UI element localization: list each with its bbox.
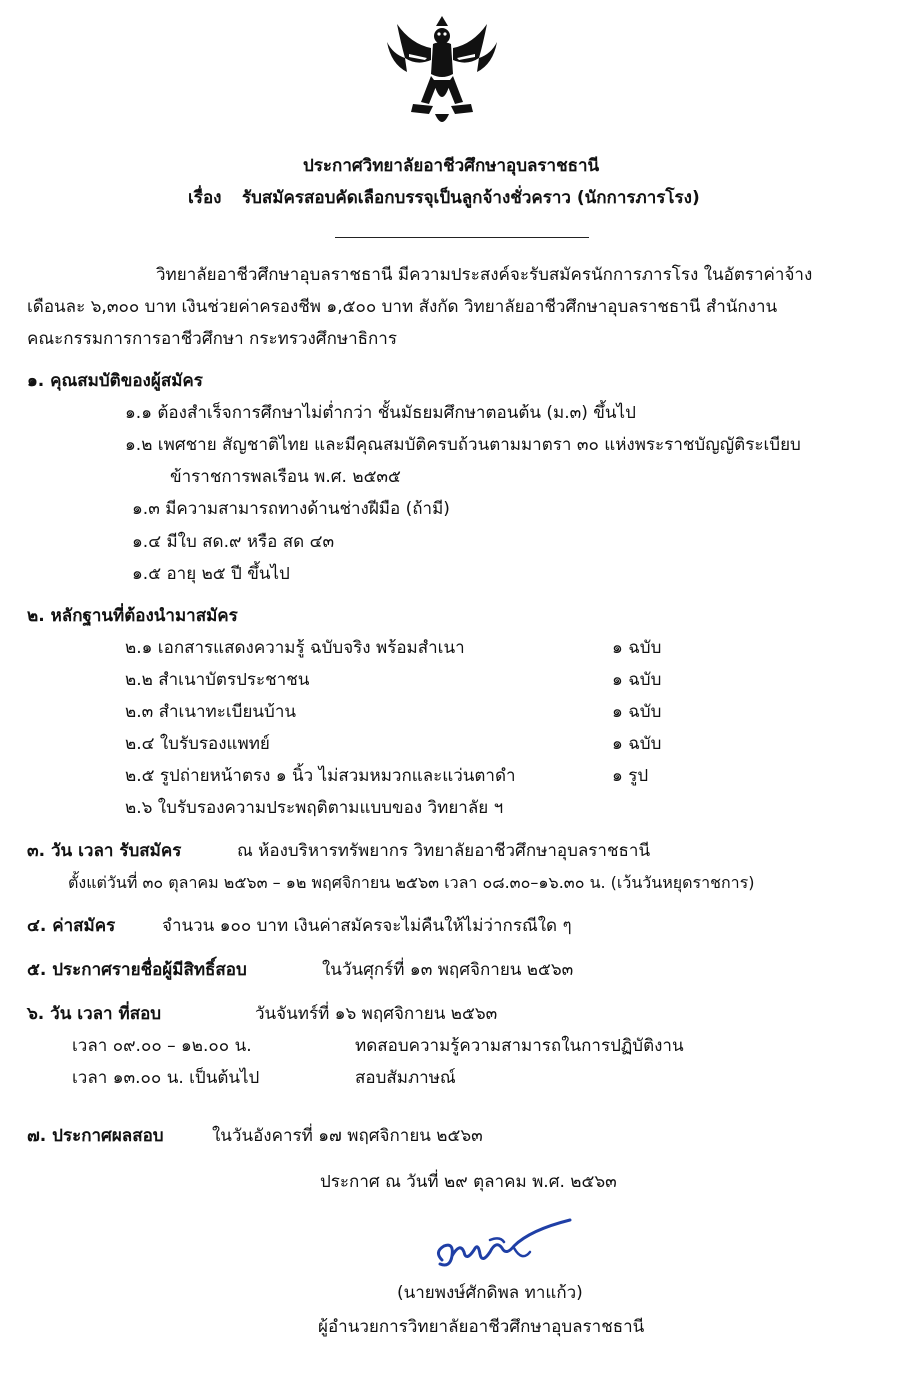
section-3-place: ณ ห้องบริหารทรัพยากร วิทยาลัยอาชีวศึกษาอุบลราชธานี	[237, 841, 651, 861]
subject-text: รับสมัครสอบคัดเลือกบรรจุเป็นลูกจ้างชั่วคราว (นักการภารโรง)	[242, 188, 700, 208]
intro-line-3: คณะกรรมการการอาชีวศึกษา กระทรวงศึกษาธิการ	[27, 329, 397, 349]
section-1-item: ๑.๕ อายุ ๒๕ ปี ขึ้นไป	[132, 564, 290, 584]
garuda-emblem-icon	[383, 14, 501, 132]
exam-task: สอบสัมภาษณ์	[355, 1068, 456, 1088]
section-1-item: ๑.๑ ต้องสำเร็จการศึกษาไม่ต่ำกว่า ชั้นมัธยมศึกษาตอนต้น (ม.๓) ขึ้นไป	[125, 403, 636, 423]
signatory-name: (นายพงษ์ศักดิพล ทาแก้ว)	[397, 1283, 583, 1303]
section-2-heading: ๒. หลักฐานที่ต้องนำมาสมัคร	[27, 606, 238, 626]
section-2-item: ๒.๔ ใบรับรองแพทย์	[125, 734, 270, 754]
section-3-heading: ๓. วัน เวลา รับสมัคร	[27, 841, 182, 861]
intro-line-2: เดือนละ ๖,๓๐๐ บาท เงินช่วยค่าครองชีพ ๑,๕๐๐ บาท สังกัด วิทยาลัยอาชีวศึกษาอุบลราชธานี สำนักงาน	[27, 297, 778, 317]
section-4-heading: ๔. ค่าสมัคร	[27, 916, 116, 936]
section-2-qty: ๑ รูป	[612, 766, 649, 786]
signatory-position: ผู้อำนวยการวิทยาลัยอาชีวศึกษาอุบลราชธานี	[318, 1317, 645, 1337]
section-5-heading: ๕. ประกาศรายชื่อผู้มีสิทธิ์สอบ	[27, 960, 247, 980]
section-2-item: ๒.๓ สำเนาทะเบียนบ้าน	[125, 702, 297, 722]
section-6-heading: ๖. วัน เวลา ที่สอบ	[27, 1004, 162, 1024]
intro-line-1: วิทยาลัยอาชีวศึกษาอุบลราชธานี มีความประสงค์จะรับสมัครนักการภารโรง ในอัตราค่าจ้าง	[156, 265, 813, 285]
section-1-heading: ๑. คุณสมบัติของผู้สมัคร	[27, 371, 203, 391]
section-6-date: วันจันทร์ที่ ๑๖ พฤศจิกายน ๒๕๖๓	[255, 1004, 498, 1024]
section-2-qty: ๑ ฉบับ	[612, 670, 662, 690]
exam-time: เวลา ๐๙.๐๐ – ๑๒.๐๐ น.	[72, 1036, 252, 1056]
section-1-item: ๑.๓ มีความสามารถทางด้านช่างฝีมือ (ถ้ามี)	[132, 499, 450, 519]
section-2-item: ๒.๕ รูปถ่ายหน้าตรง ๑ นิ้ว ไม่สวมหมวกและแว่นตาดำ	[125, 766, 516, 786]
section-5-text: ในวันศุกร์ที่ ๑๓ พฤศจิกายน ๒๕๖๓	[322, 960, 574, 980]
signature-icon	[430, 1212, 590, 1282]
subject-label: เรื่อง	[188, 188, 222, 208]
section-1-item: ๑.๔ มีใบ สด.๙ หรือ สด ๔๓	[132, 532, 335, 552]
section-2-qty: ๑ ฉบับ	[612, 702, 662, 722]
section-2-item: ๒.๒ สำเนาบัตรประชาชน	[125, 670, 310, 690]
section-2-qty: ๑ ฉบับ	[612, 734, 662, 754]
exam-task: ทดสอบความรู้ความสามารถในการปฏิบัติงาน	[355, 1036, 684, 1056]
section-2-item: ๒.๖ ใบรับรองความประพฤติตามแบบของ วิทยาลัย ฯ	[125, 798, 504, 818]
section-1-item: ๑.๒ เพศชาย สัญชาติไทย และมีคุณสมบัติครบถ้วนตามมาตรา ๓๐ แห่งพระราชบัญญัติระเบียบ	[125, 435, 801, 455]
section-3-period: ตั้งแต่วันที่ ๓๐ ตุลาคม ๒๕๖๓ – ๑๒ พฤศจิกายน ๒๕๖๓ เวลา ๐๘.๓๐–๑๖.๓๐ น. (เว้นวันหยุดราชการ)	[68, 873, 755, 892]
section-4-text: จำนวน ๑๐๐ บาท เงินค่าสมัครจะไม่คืนให้ไม่ว่ากรณีใด ๆ	[162, 916, 572, 936]
section-7-text: ในวันอังคารที่ ๑๗ พฤศจิกายน ๒๕๖๓	[212, 1126, 483, 1146]
section-7-heading: ๗. ประกาศผลสอบ	[27, 1126, 164, 1146]
document-title: ประกาศวิทยาลัยอาชีวศึกษาอุบลราชธานี	[303, 156, 600, 176]
title-divider	[335, 237, 589, 238]
section-1-item-continued: ข้าราชการพลเรือน พ.ศ. ๒๕๓๕	[170, 467, 401, 487]
section-2-item: ๒.๑ เอกสารแสดงความรู้ ฉบับจริง พร้อมสำเนา	[125, 638, 465, 658]
exam-time: เวลา ๑๓.๐๐ น. เป็นต้นไป	[72, 1068, 260, 1088]
announcement-date: ประกาศ ณ วันที่ ๒๙ ตุลาคม พ.ศ. ๒๕๖๓	[320, 1172, 617, 1192]
section-2-qty: ๑ ฉบับ	[612, 638, 662, 658]
